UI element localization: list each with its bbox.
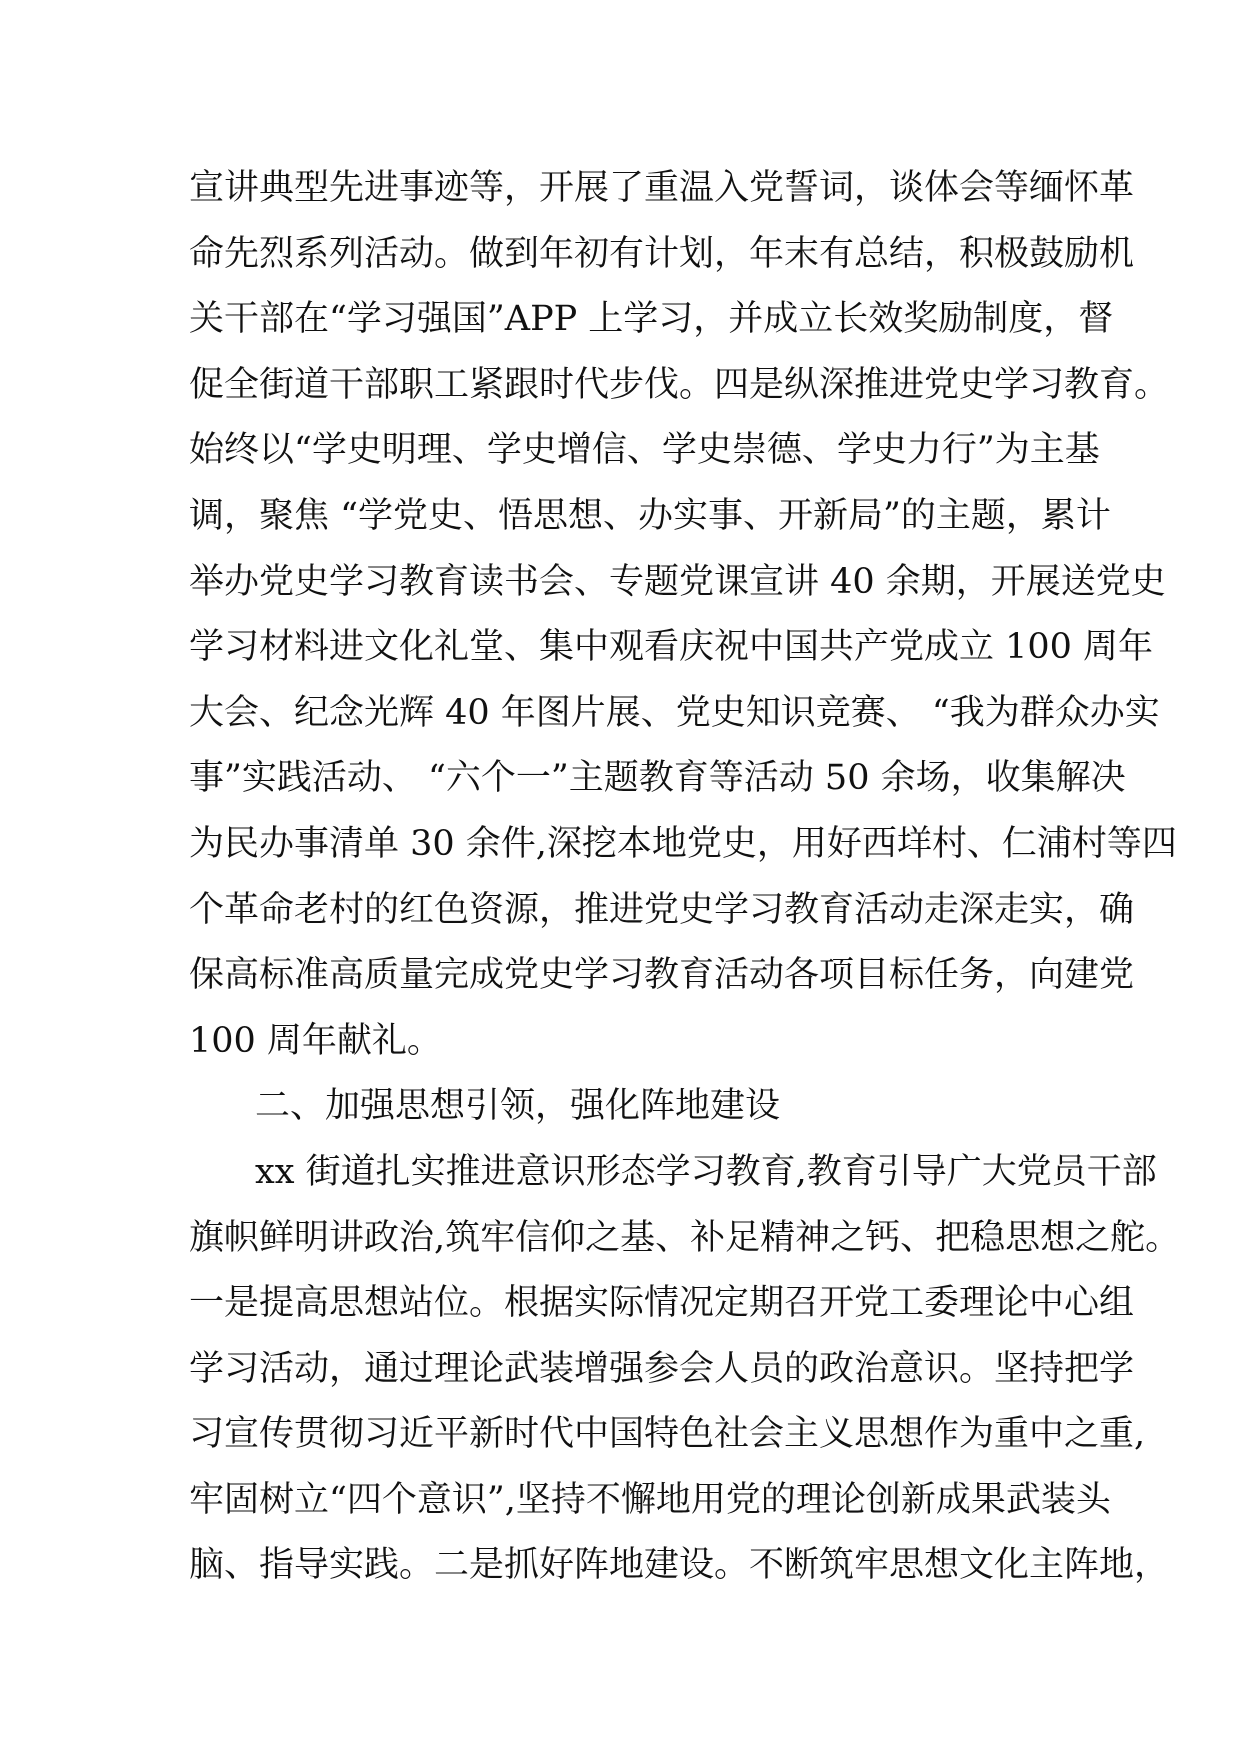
text-line: 大会、纪念光辉 40 年图片展、党史知识竞赛、 “我为群众办实 <box>189 692 1160 733</box>
body-text <box>189 168 1181 1611</box>
text-line: 举办党史学习教育读书会、专题党课宣讲 40 余期，开展送党史 <box>189 561 1166 602</box>
text-line: 保高标准高质量完成党史学习教育活动各项目标任务，向建党 <box>189 955 1135 996</box>
text-line: 旗帜鲜明讲政治,筑牢信仰之基、补足精神之钙、把稳思想之舵。 <box>189 1217 1181 1258</box>
text-line: 宣讲典型先进事迹等，开展了重温入党誓词，谈体会等缅怀革 <box>189 168 1135 208</box>
text-line: 关干部在“学习强国”APP 上学习，并成立长效奖励制度，督 <box>189 299 1114 340</box>
text-line: 促全街道干部职工紧跟时代步伐。四是纵深推进党史学习教育。 <box>189 364 1170 405</box>
text-line: 学习材料进文化礼堂、集中观看庆祝中国共产党成立 100 周年 <box>189 627 1154 668</box>
text-line: 始终以“学史明理、学史增信、学史崇德、学史力行”为主基 <box>189 430 1100 471</box>
text-line: 习宣传贯彻习近平新时代中国特色社会主义思想作为重中之重, <box>189 1414 1146 1455</box>
text-line: 事”实践活动、 “六个一”主题教育等活动 50 余场，收集解决 <box>189 758 1126 799</box>
text-line: 牢固树立“四个意识”,坚持不懈地用党的理论创新成果武装头 <box>189 1479 1111 1520</box>
text-line: 为民办事清单 30 余件,深挖本地党史，用好西垟村、仁浦村等四 <box>189 823 1177 864</box>
text-line: 脑、指导实践。二是抓好阵地建设。不断筑牢思想文化主阵地， <box>189 1545 1170 1586</box>
text-line: 命先烈系列活动。做到年初有计划，年末有总结，积极鼓励机 <box>189 233 1135 274</box>
text-line: 学习活动，通过理论武装增强参会人员的政治意识。坚持把学 <box>189 1348 1135 1389</box>
text-line: 调，聚焦 “学党史、悟思想、办实事、开新局”的主题，累计 <box>189 495 1111 536</box>
text-line: xx 街道扎实推进意识形态学习教育,教育引导广大党员干部 <box>255 1151 1157 1192</box>
text-line: 个革命老村的红色资源，推进党史学习教育活动走深走实，确 <box>189 889 1135 930</box>
text-line: 100 周年献礼。 <box>189 1020 442 1061</box>
section-heading: 二、加强思想引领，强化阵地建设 <box>255 1086 781 1127</box>
text-line: 一是提高思想站位。根据实际情况定期召开党工委理论中心组 <box>189 1283 1135 1324</box>
